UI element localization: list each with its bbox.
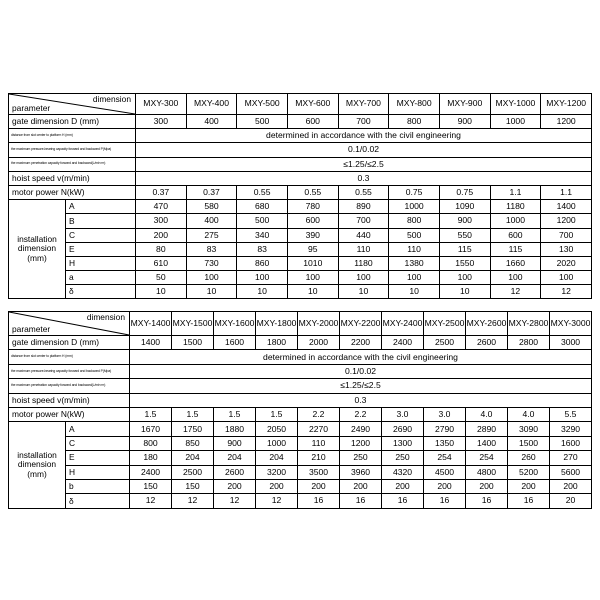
install-label: installation dimension (mm) [9, 200, 66, 299]
motor-value: 3.0 [382, 407, 424, 421]
install-value: 100 [338, 271, 389, 285]
gate-value: 2000 [298, 336, 340, 350]
install-value: 95 [287, 242, 338, 256]
install-value: 2020 [541, 256, 592, 270]
model-header: MXY-1600 [214, 312, 256, 336]
install-value: 200 [466, 479, 508, 493]
install-row [9, 256, 592, 270]
install-value: 1880 [214, 422, 256, 436]
install-value: 4320 [382, 465, 424, 479]
install-value: 115 [490, 242, 541, 256]
model-header: MXY-700 [338, 94, 389, 115]
gate-value: 300 [136, 115, 187, 129]
gate-value: 600 [287, 115, 338, 129]
install-value: 390 [287, 228, 338, 242]
install-value: 3290 [550, 422, 592, 436]
install-key: C [66, 228, 136, 242]
install-value: 10 [186, 285, 237, 299]
install-value: 100 [439, 271, 490, 285]
install-value: 400 [186, 214, 237, 228]
header-row [9, 312, 592, 336]
hoist-row [9, 393, 592, 407]
motor-value: 1.1 [541, 185, 592, 199]
penetration-label: the maximum penetration capacity forward and backward(L/min·m) [9, 157, 136, 171]
install-value: 204 [214, 451, 256, 465]
install-row [9, 436, 592, 450]
distance-row [9, 129, 592, 143]
install-key: H [66, 256, 136, 270]
install-value: 1300 [382, 436, 424, 450]
install-value: 20 [550, 494, 592, 508]
install-value: 1400 [466, 436, 508, 450]
install-value: 275 [186, 228, 237, 242]
install-value: 200 [424, 479, 466, 493]
install-value: 250 [340, 451, 382, 465]
install-value: 1180 [490, 200, 541, 214]
motor-value: 1.5 [172, 407, 214, 421]
install-value: 180 [130, 451, 172, 465]
install-value: 200 [508, 479, 550, 493]
install-value: 10 [389, 285, 440, 299]
install-value: 12 [490, 285, 541, 299]
install-value: 500 [389, 228, 440, 242]
install-value: 2790 [424, 422, 466, 436]
install-value: 83 [186, 242, 237, 256]
gate-value: 500 [237, 115, 288, 129]
motor-value: 0.75 [439, 185, 490, 199]
install-value: 2690 [382, 422, 424, 436]
model-header: MXY-1500 [172, 312, 214, 336]
motor-value: 0.55 [287, 185, 338, 199]
motor-value: 0.37 [136, 185, 187, 199]
install-value: 100 [389, 271, 440, 285]
install-value: 200 [136, 228, 187, 242]
motor-value: 3.0 [424, 407, 466, 421]
install-value: 800 [130, 436, 172, 450]
gate-row [9, 336, 592, 350]
install-value: 850 [172, 436, 214, 450]
install-value: 1600 [550, 436, 592, 450]
hoist-label: hoist speed v(m/min) [9, 393, 130, 407]
motor-label: motor power N(kW) [9, 185, 136, 199]
install-value: 1090 [439, 200, 490, 214]
model-header: MXY-300 [136, 94, 187, 115]
install-row [9, 242, 592, 256]
motor-row [9, 185, 592, 199]
gate-value: 400 [186, 115, 237, 129]
install-value: 100 [490, 271, 541, 285]
gate-value: 1600 [214, 336, 256, 350]
model-header: MXY-800 [389, 94, 440, 115]
model-header: MXY-1000 [490, 94, 541, 115]
install-value: 5200 [508, 465, 550, 479]
install-value: 150 [130, 479, 172, 493]
install-value: 83 [237, 242, 288, 256]
install-row [9, 200, 592, 214]
install-value: 260 [508, 451, 550, 465]
install-value: 200 [550, 479, 592, 493]
install-row [9, 228, 592, 242]
distance-row [9, 350, 592, 364]
penetration-value: ≤1.25/≤2.5 [130, 379, 592, 393]
install-row [9, 479, 592, 493]
install-key: B [66, 214, 136, 228]
model-header: MXY-2500 [424, 312, 466, 336]
install-value: 2050 [256, 422, 298, 436]
install-value: 1500 [508, 436, 550, 450]
install-row [9, 422, 592, 436]
install-row [9, 271, 592, 285]
install-value: 2400 [130, 465, 172, 479]
gate-value: 1500 [172, 336, 214, 350]
install-value: 200 [382, 479, 424, 493]
install-value: 200 [298, 479, 340, 493]
install-value: 12 [541, 285, 592, 299]
install-value: 16 [298, 494, 340, 508]
gate-value: 1200 [541, 115, 592, 129]
gate-value: 700 [338, 115, 389, 129]
install-value: 254 [466, 451, 508, 465]
install-value: 16 [382, 494, 424, 508]
install-value: 1400 [541, 200, 592, 214]
install-value: 2490 [340, 422, 382, 436]
install-value: 10 [136, 285, 187, 299]
install-value: 700 [541, 228, 592, 242]
install-value: 1350 [424, 436, 466, 450]
install-value: 440 [338, 228, 389, 242]
motor-value: 1.5 [130, 407, 172, 421]
install-row [9, 285, 592, 299]
install-key: A [66, 200, 136, 214]
install-value: 50 [136, 271, 187, 285]
model-header: MXY-2400 [382, 312, 424, 336]
install-value: 250 [382, 451, 424, 465]
distance-value: determined in accordance with the civil engineering [130, 350, 592, 364]
install-value: 80 [136, 242, 187, 256]
gate-row [9, 115, 592, 129]
install-value: 100 [186, 271, 237, 285]
penetration-row [9, 379, 592, 393]
header-parameter-label: parameter [12, 324, 51, 335]
install-row [9, 465, 592, 479]
install-value: 2890 [466, 422, 508, 436]
gate-value: 1400 [130, 336, 172, 350]
gate-value: 3000 [550, 336, 592, 350]
install-value: 610 [136, 256, 187, 270]
motor-value: 2.2 [340, 407, 382, 421]
install-value: 1670 [130, 422, 172, 436]
model-header: MXY-500 [237, 94, 288, 115]
install-value: 1750 [172, 422, 214, 436]
install-key: E [66, 451, 130, 465]
pressure-row [9, 364, 592, 378]
install-value: 204 [256, 451, 298, 465]
gate-label: gate dimension D (mm) [9, 336, 130, 350]
model-header: MXY-400 [186, 94, 237, 115]
install-value: 16 [508, 494, 550, 508]
motor-value: 0.55 [237, 185, 288, 199]
install-value: 3200 [256, 465, 298, 479]
penetration-row [9, 157, 592, 171]
gate-value: 900 [439, 115, 490, 129]
install-value: 1200 [541, 214, 592, 228]
install-value: 600 [287, 214, 338, 228]
install-value: 680 [237, 200, 288, 214]
model-header: MXY-2200 [340, 312, 382, 336]
install-value: 890 [338, 200, 389, 214]
motor-value: 1.5 [214, 407, 256, 421]
install-row [9, 451, 592, 465]
install-value: 100 [541, 271, 592, 285]
hoist-value: 0.3 [136, 171, 592, 185]
motor-row [9, 407, 592, 421]
model-header: MXY-2800 [508, 312, 550, 336]
motor-value: 1.1 [490, 185, 541, 199]
install-value: 800 [389, 214, 440, 228]
hoist-row [9, 171, 592, 185]
header-dimension-label: dimension [92, 94, 131, 104]
motor-value: 5.5 [550, 407, 592, 421]
motor-value: 0.37 [186, 185, 237, 199]
install-value: 200 [340, 479, 382, 493]
motor-value: 4.0 [508, 407, 550, 421]
gate-value: 2600 [466, 336, 508, 350]
install-value: 16 [340, 494, 382, 508]
install-key: C [66, 436, 130, 450]
header-dimension-label: dimension [86, 312, 125, 322]
install-value: 210 [298, 451, 340, 465]
model-header: MXY-900 [439, 94, 490, 115]
install-value: 10 [338, 285, 389, 299]
install-value: 600 [490, 228, 541, 242]
install-key: H [66, 465, 130, 479]
gate-value: 1800 [256, 336, 298, 350]
install-value: 12 [214, 494, 256, 508]
install-value: 1200 [340, 436, 382, 450]
install-value: 100 [287, 271, 338, 285]
install-value: 110 [389, 242, 440, 256]
pressure-label: the maximum pressure-bearing capacity forward and backward P(Mpa) [9, 364, 130, 378]
install-value: 1550 [439, 256, 490, 270]
install-value: 2270 [298, 422, 340, 436]
install-value: 1180 [338, 256, 389, 270]
install-value: 16 [424, 494, 466, 508]
install-row [9, 214, 592, 228]
install-value: 500 [237, 214, 288, 228]
penetration-label: the maximum penetration capacity forward and backward(L/min·m) [9, 379, 130, 393]
motor-value: 0.75 [389, 185, 440, 199]
install-value: 254 [424, 451, 466, 465]
install-key: a [66, 271, 136, 285]
header-parameter-label: parameter [12, 103, 51, 114]
install-key: δ [66, 285, 136, 299]
gate-value: 2500 [424, 336, 466, 350]
model-header: MXY-600 [287, 94, 338, 115]
install-value: 3960 [340, 465, 382, 479]
pressure-label: the maximum pressure-bearing capacity forward and backward P(Mpa) [9, 143, 136, 157]
install-value: 130 [541, 242, 592, 256]
motor-label: motor power N(kW) [9, 407, 130, 421]
pressure-value: 0.1/0.02 [130, 364, 592, 378]
install-value: 110 [298, 436, 340, 450]
install-value: 10 [287, 285, 338, 299]
install-value: 12 [172, 494, 214, 508]
distance-label: distance from slot center to platform H (mm) [9, 129, 136, 143]
gate-value: 800 [389, 115, 440, 129]
gate-value: 2800 [508, 336, 550, 350]
motor-value: 4.0 [466, 407, 508, 421]
install-key: A [66, 422, 130, 436]
install-value: 10 [439, 285, 490, 299]
install-value: 1660 [490, 256, 541, 270]
hoist-value: 0.3 [130, 393, 592, 407]
gate-value: 2400 [382, 336, 424, 350]
install-value: 3090 [508, 422, 550, 436]
model-header: MXY-1400 [130, 312, 172, 336]
install-value: 10 [237, 285, 288, 299]
install-value: 900 [439, 214, 490, 228]
gate-value: 1000 [490, 115, 541, 129]
motor-value: 1.5 [256, 407, 298, 421]
install-value: 110 [338, 242, 389, 256]
hoist-label: hoist speed v(m/min) [9, 171, 136, 185]
distance-label: distance from slot center to platform H (mm) [9, 350, 130, 364]
install-value: 1380 [389, 256, 440, 270]
install-key: δ [66, 494, 130, 508]
install-value: 16 [466, 494, 508, 508]
install-value: 700 [338, 214, 389, 228]
model-header: MXY-1200 [541, 94, 592, 115]
spec-table-2 [8, 311, 592, 509]
install-value: 900 [214, 436, 256, 450]
header-diagonal-cell [9, 312, 130, 336]
install-value: 3500 [298, 465, 340, 479]
model-header: MXY-2600 [466, 312, 508, 336]
install-value: 4500 [424, 465, 466, 479]
install-value: 100 [237, 271, 288, 285]
install-key: b [66, 479, 130, 493]
install-row [9, 494, 592, 508]
install-value: 730 [186, 256, 237, 270]
model-header: MXY-1800 [256, 312, 298, 336]
install-value: 5600 [550, 465, 592, 479]
install-value: 4800 [466, 465, 508, 479]
install-key: E [66, 242, 136, 256]
install-value: 580 [186, 200, 237, 214]
spec-table-1 [8, 93, 592, 299]
install-value: 12 [130, 494, 172, 508]
install-value: 200 [256, 479, 298, 493]
install-value: 150 [172, 479, 214, 493]
install-value: 340 [237, 228, 288, 242]
install-value: 470 [136, 200, 187, 214]
install-value: 1000 [389, 200, 440, 214]
install-value: 300 [136, 214, 187, 228]
header-diagonal-cell [9, 94, 136, 115]
pressure-value: 0.1/0.02 [136, 143, 592, 157]
install-value: 115 [439, 242, 490, 256]
penetration-value: ≤1.25/≤2.5 [136, 157, 592, 171]
distance-value: determined in accordance with the civil engineering [136, 129, 592, 143]
pressure-row [9, 143, 592, 157]
gate-label: gate dimension D (mm) [9, 115, 136, 129]
install-value: 204 [172, 451, 214, 465]
install-value: 200 [214, 479, 256, 493]
install-value: 270 [550, 451, 592, 465]
gate-value: 2200 [340, 336, 382, 350]
install-value: 12 [256, 494, 298, 508]
install-value: 1000 [490, 214, 541, 228]
motor-value: 2.2 [298, 407, 340, 421]
motor-value: 0.55 [338, 185, 389, 199]
model-header: MXY-2000 [298, 312, 340, 336]
install-value: 780 [287, 200, 338, 214]
install-value: 1010 [287, 256, 338, 270]
install-value: 1000 [256, 436, 298, 450]
install-value: 860 [237, 256, 288, 270]
install-value: 2500 [172, 465, 214, 479]
install-label: installation dimension (mm) [9, 422, 66, 508]
install-value: 2600 [214, 465, 256, 479]
install-value: 550 [439, 228, 490, 242]
model-header: MXY-3000 [550, 312, 592, 336]
header-row [9, 94, 592, 115]
